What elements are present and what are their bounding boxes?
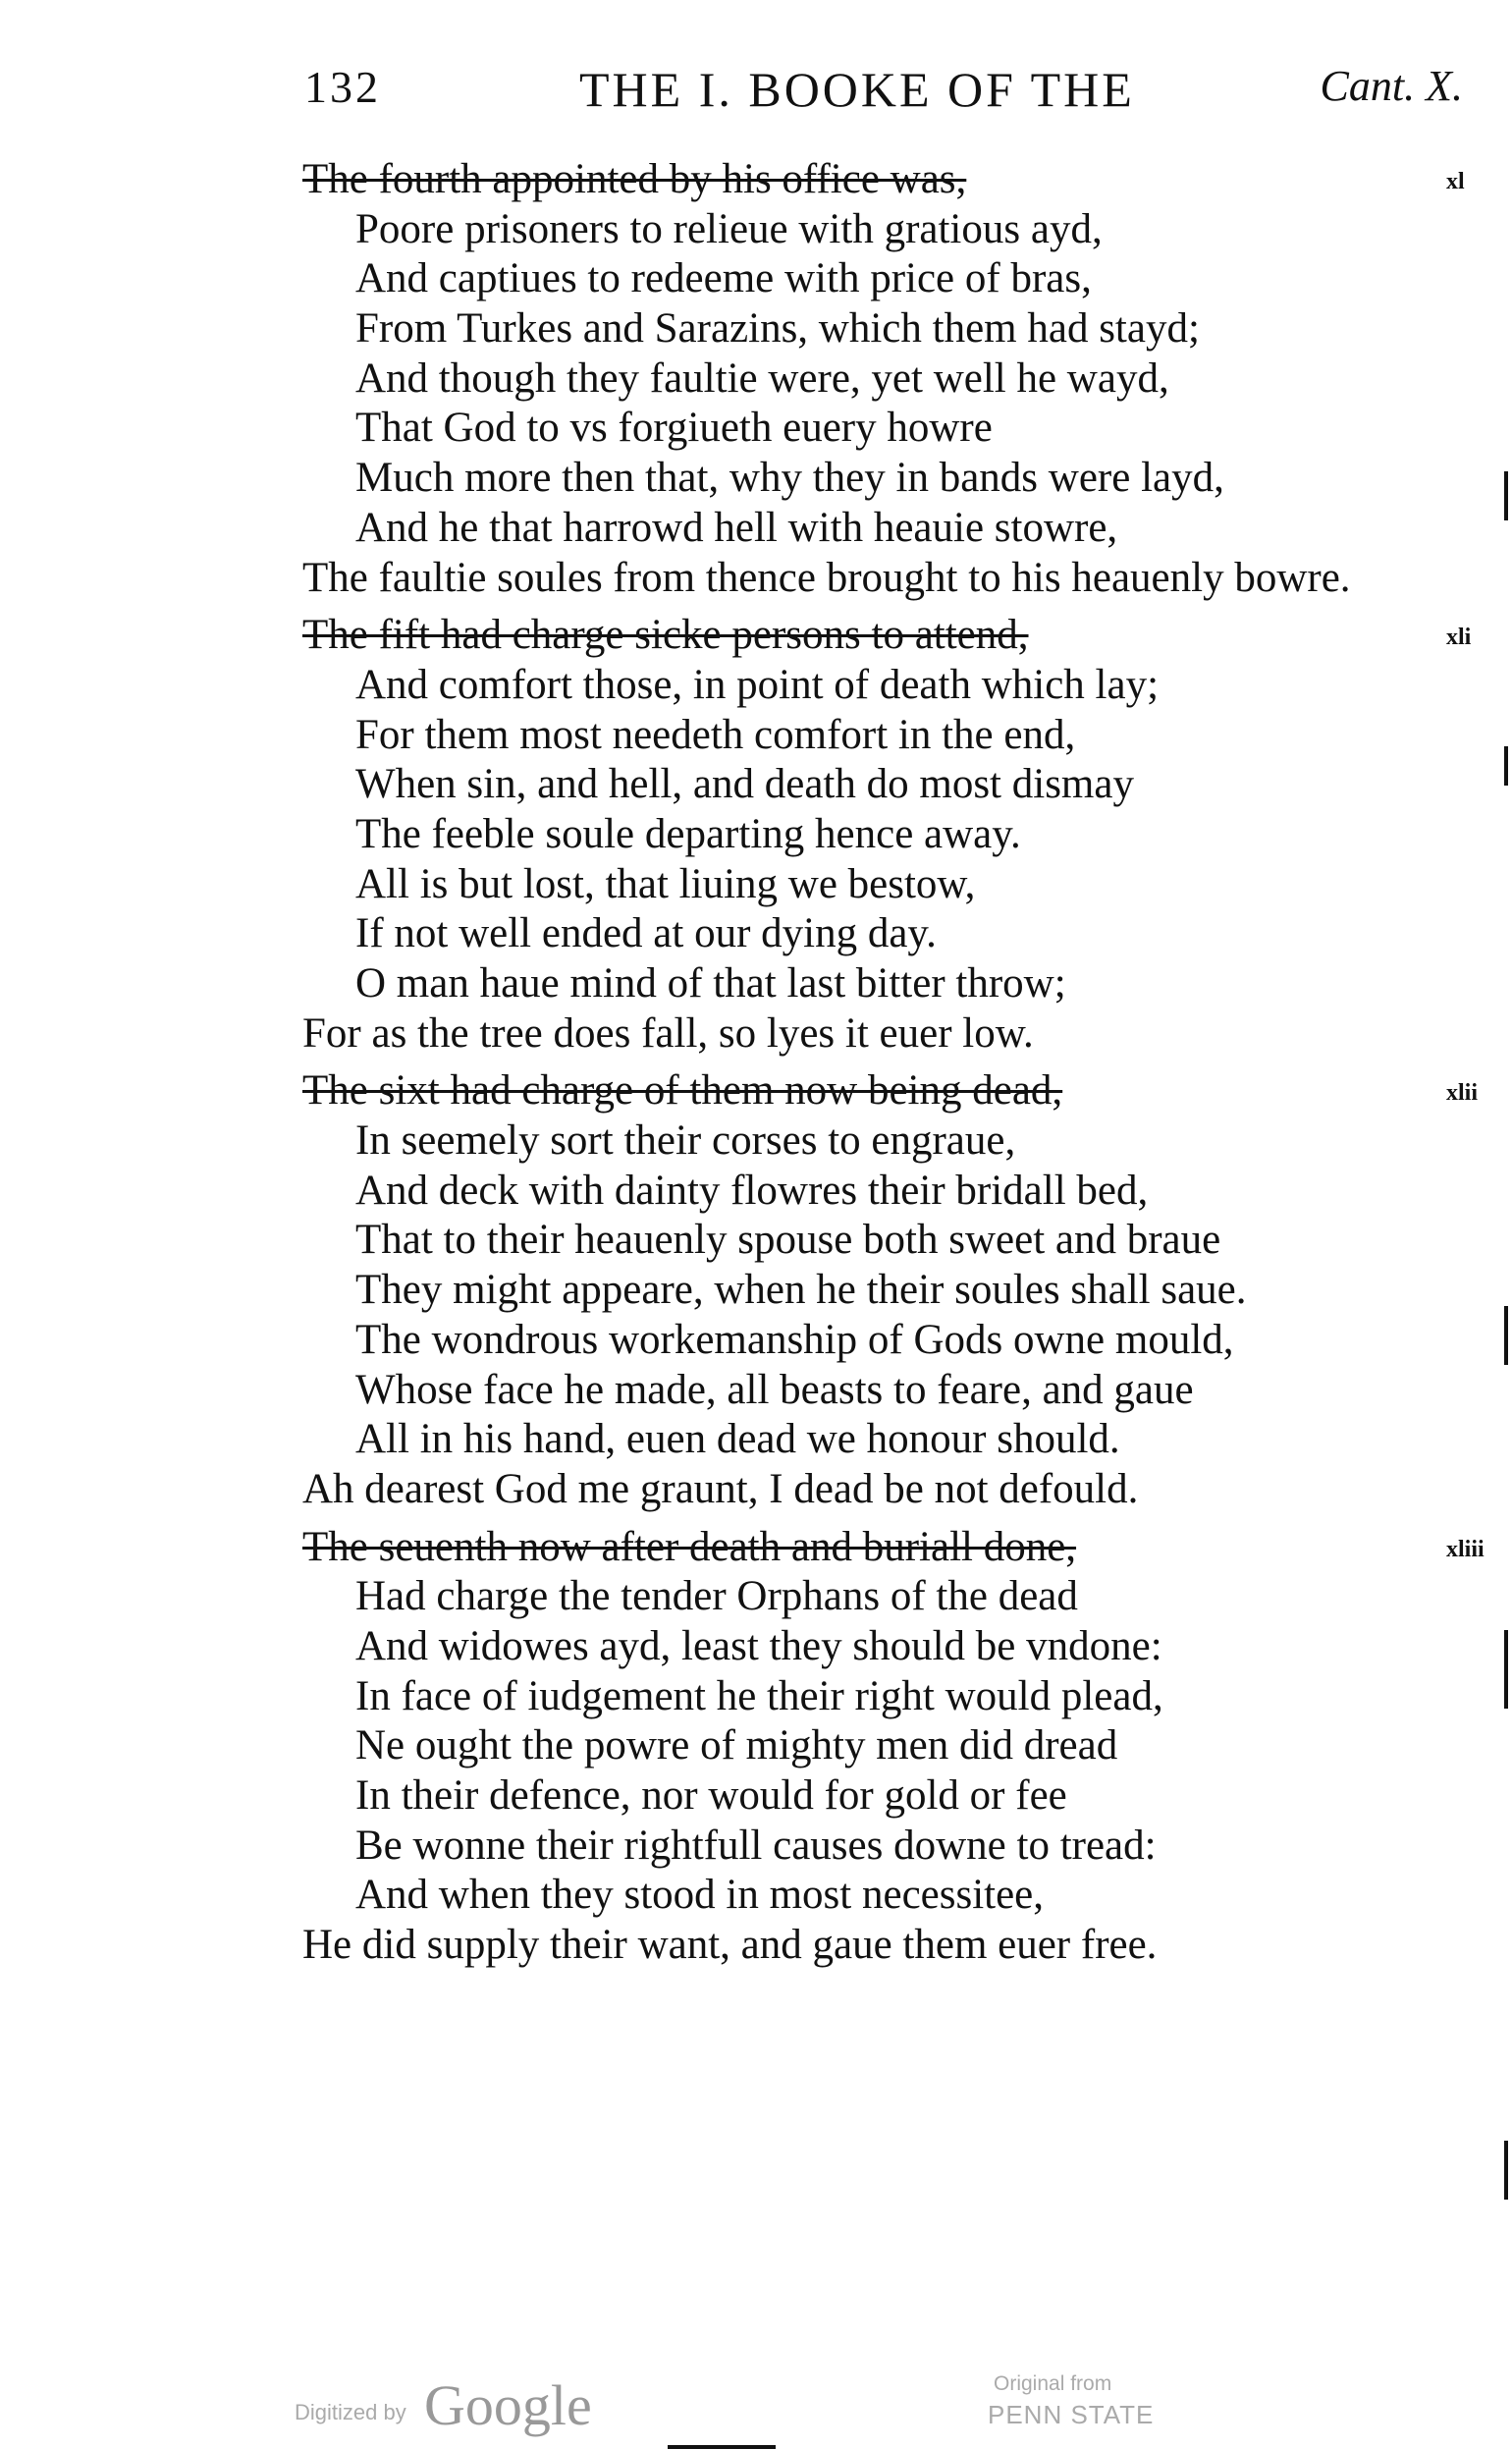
verse-line-text: Be wonne their rightfull causes downe to tread: <box>355 1822 1157 1869</box>
verse-line-text: All is but lost, that liuing we bestow, <box>355 860 976 907</box>
verse-line <box>302 860 1481 910</box>
verse-line <box>302 1465 1481 1515</box>
digitized-by-label: Digitized by <box>295 2400 406 2424</box>
scan-edge-mark <box>1504 2141 1508 2200</box>
verse-line-text: In their defence, nor would for gold or fee <box>355 1772 1067 1819</box>
verse-line <box>302 611 1481 661</box>
verse-line-text: The faultie soules from thence brought to his heauenly bowre. <box>302 554 1351 601</box>
verse-line <box>302 1822 1481 1872</box>
verse-line-text: And captiues to redeeme with price of bras, <box>355 255 1092 302</box>
verse-line-text: When sin, and hell, and death do most dismay <box>355 761 1134 808</box>
verse-line-text: That God to vs forgiueth euery howre <box>355 405 993 452</box>
verse-line-text: The feeble soule departing hence away. <box>355 810 1021 857</box>
verse-line-text: They might appeare, when he their soules shall saue. <box>355 1267 1247 1314</box>
verse-line <box>302 1672 1481 1722</box>
verse-line-text: In seemely sort their corses to engraue, <box>355 1117 1016 1165</box>
verse-line <box>302 1572 1481 1622</box>
verse-line <box>302 304 1481 354</box>
verse-line <box>302 1366 1481 1416</box>
running-title: THE I. BOOKE OF THE <box>579 62 1135 117</box>
stanza-number: xl <box>1446 169 1465 194</box>
verse-line <box>302 454 1481 504</box>
verse-line <box>302 1066 1481 1116</box>
verse-line-text: Had charge the tender Orphans of the dead <box>355 1573 1078 1620</box>
verse-line <box>302 810 1481 860</box>
verse-line <box>302 1523 1485 1573</box>
verse-line-text: Ah dearest God me graunt, I dead be not defould. <box>302 1465 1139 1512</box>
verse-line-text: The seuenth now after death and buriall done, <box>302 1523 1077 1570</box>
verse-line <box>302 404 1481 454</box>
stanza-number: xliii <box>1446 1536 1485 1562</box>
verse-line-text: If not well ended at our dying day. <box>355 910 937 957</box>
verse-line <box>302 711 1481 761</box>
verse-line-text: Poore prisoners to relieue with gratious ayd, <box>355 205 1103 252</box>
verse-line-text: O man haue mind of that last bitter throw; <box>355 960 1066 1007</box>
verse-line <box>302 1009 1481 1060</box>
verse-line <box>302 354 1481 405</box>
verse-line <box>302 1316 1481 1366</box>
verse-line <box>302 661 1481 711</box>
verse-line-text: And deck with dainty flowres their bridall bed, <box>355 1167 1149 1214</box>
verse-line-text: In face of iudgement he their right would plead, <box>355 1672 1163 1719</box>
verse-line <box>302 909 1481 959</box>
verse-line <box>302 760 1481 810</box>
verse-line <box>302 554 1481 604</box>
scan-edge-mark <box>1504 746 1508 786</box>
verse-line <box>302 959 1481 1009</box>
verse-line <box>302 1871 1481 1921</box>
stanza <box>302 155 1481 603</box>
verse-line <box>302 1266 1481 1316</box>
verse-line-text: And though they faultie were, yet well he wayd, <box>355 354 1169 402</box>
verse-line <box>302 1921 1481 1971</box>
verse-line <box>302 1721 1481 1771</box>
verse-line-text: The fourth appointed by his office was, <box>302 156 967 202</box>
verse-line-text: The sixt had charge of them now being dead, <box>302 1067 1063 1115</box>
stanza-number: xli <box>1446 625 1472 651</box>
page-footer <box>0 2367 1512 2445</box>
original-source-label: PENN STATE <box>988 2400 1155 2429</box>
original-from-label: Original from <box>994 2372 1112 2395</box>
verse-line-text: Ne ought the powre of mighty men did dread <box>355 1722 1118 1769</box>
bottom-rule <box>668 2445 776 2449</box>
verse-line-text: The wondrous workemanship of Gods owne mould, <box>355 1316 1234 1363</box>
verse-line-text: Much more then that, why they in bands were layd, <box>355 455 1224 502</box>
verse-line-text: And widowes ayd, least they should be vndone: <box>355 1622 1162 1669</box>
verse-line-text: The fift had charge sicke persons to attend, <box>302 612 1029 659</box>
verse-line-text: And comfort those, in point of death which lay; <box>355 661 1160 708</box>
verse-line-text: For as the tree does fall, so lyes it euer low. <box>302 1009 1034 1057</box>
verse-line-text: For them most needeth comfort in the end, <box>355 711 1076 758</box>
verse-line <box>302 205 1481 255</box>
verse-line <box>302 1771 1481 1822</box>
scan-edge-mark <box>1504 1630 1508 1709</box>
page-header <box>304 61 1463 130</box>
scan-edge-mark <box>1504 471 1508 520</box>
verse-line <box>302 504 1481 554</box>
verse-line-text: And he that harrowd hell with heauie stowre, <box>355 504 1118 551</box>
verse-line-text: And when they stood in most necessitee, <box>355 1872 1045 1919</box>
scan-edge-mark <box>1504 1306 1508 1365</box>
page-number: 132 <box>304 62 381 112</box>
verse-line <box>302 1116 1481 1167</box>
verse-line-text: He did supply their want, and gaue them euer free. <box>302 1922 1158 1969</box>
verse-line <box>302 1415 1481 1465</box>
verse-line-text: Whose face he made, all beasts to feare, and gaue <box>355 1366 1194 1413</box>
verse-line-text: That to their heauenly spouse both sweet and braue <box>355 1217 1221 1264</box>
verse-line-text: From Turkes and Sarazins, which them had stayd; <box>355 305 1200 353</box>
stanza <box>302 611 1481 1059</box>
poem-body <box>302 155 1485 1979</box>
canto-label: Cant. X. <box>1320 62 1463 110</box>
stanza-number: xlii <box>1446 1080 1479 1107</box>
verse-line <box>302 155 1481 205</box>
verse-line <box>302 1216 1481 1266</box>
stanza <box>302 1066 1481 1514</box>
stanza <box>302 1523 1485 1971</box>
google-logo: Google <box>424 2373 592 2437</box>
verse-line <box>302 1622 1481 1672</box>
verse-line <box>302 1167 1481 1217</box>
verse-line <box>302 254 1481 304</box>
verse-line-text: All in his hand, euen dead we honour should. <box>355 1416 1120 1463</box>
